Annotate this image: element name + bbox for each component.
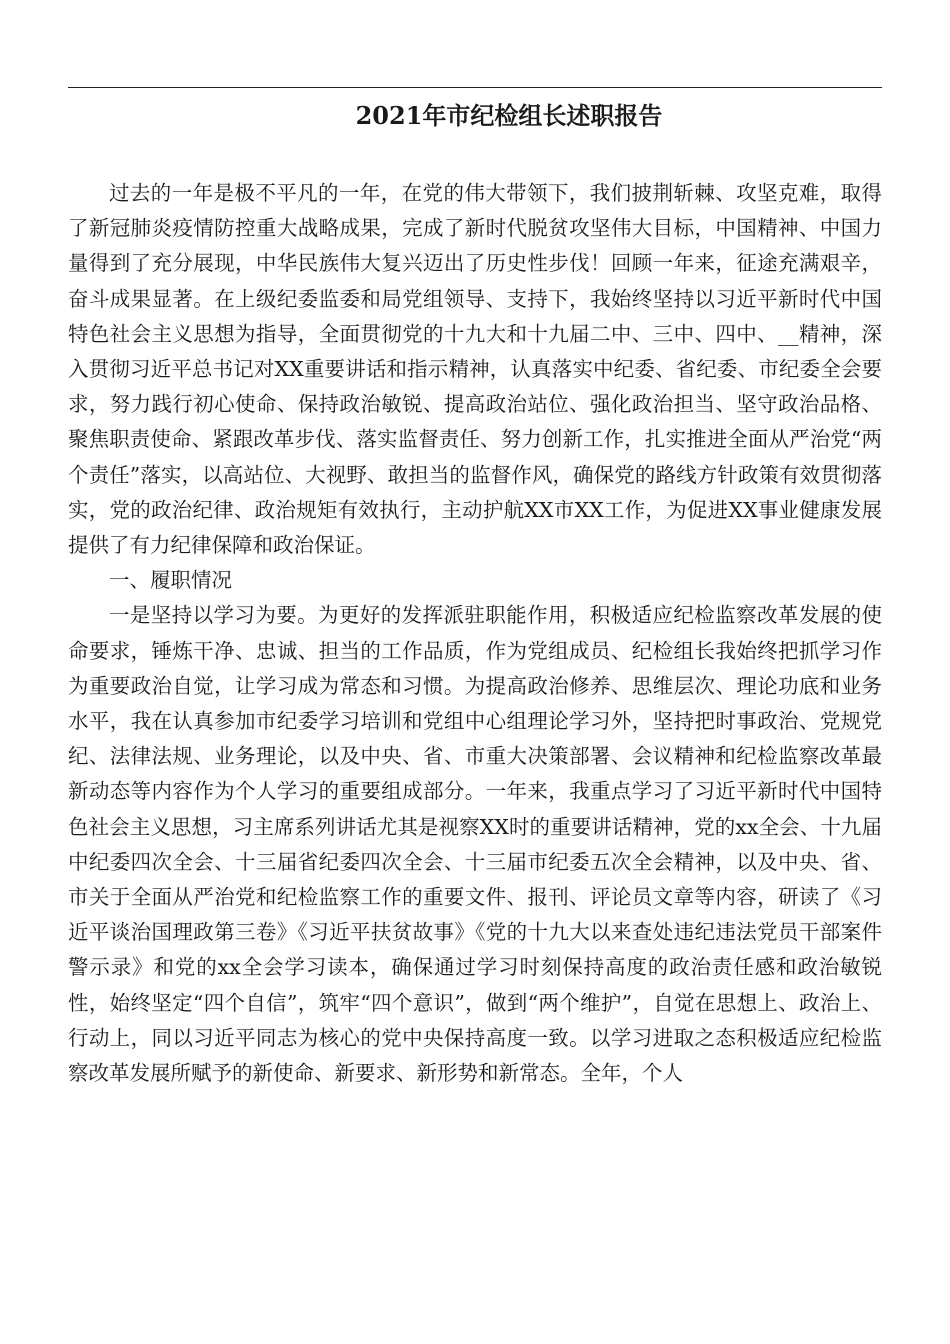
document-title: 2021年市纪检组长述职报告 [355, 101, 663, 130]
study-paragraph: 一是坚持以学习为要。为更好的发挥派驻职能作用，积极适应纪检监察改革发展的使命要求，锤炼干净、忠诚、担当的工作品质，作为党组成员、纪检组长我始终把抓学习作为重要政治自觉，让学习成为常态和习惯。为提高政治修养、思维层次、理论功底和业务水平，我在认真参加市纪委学习培训和党组中心组理论学习外，坚持把时事政治、党规党纪、法律法规、业务理论，以及中央、省、市重大决策部署、会议精神和纪检监察改革最新动态等内容作为个人学习的重要组成部分。一年来，我重点学习了习近平新时代中国特色社会主义思想，习主席系列讲话尤其是视察XX时的重要讲话精神，党的xx全会、十九届中纪委四次全会、十三届省纪委四次全会、十三届市纪委五次全会精神，以及中央、省、市关于全面从严治党和纪检监察工作的重要文件、报刊、评论员文章等内容，研读了《习近平谈治国理政第三卷》《习近平扶贫故事》《党的十九大以来查处违纪违法党员干部案件警示录》和党的xx全会学习读本，确保通过学习时刻保持高度的政治责任感和政治敏锐性，始终坚定“四个自信”，筑牢“四个意识”，做到“两个维护”，自觉在思想上、政治上、行动上，同以习近平同志为核心的党中央保持高度一致。以学习进取之态积极适应纪检监察改革发展所赋予的新使命、新要求、新形势和新常态。全年，个人 [68, 603, 882, 1086]
document-body [68, 176, 882, 1091]
section-heading: 一、履职情况 [109, 568, 232, 593]
intro-paragraph: 过去的一年是极不平凡的一年，在党的伟大带领下，我们披荆斩棘、攻坚克难，取得了新冠肺炎疫情防控重大战略成果，完成了新时代脱贫攻坚伟大目标，中国精神、中国力量得到了充分展现，中华民族伟大复兴迈出了历史性步伐！回顾一年来，征途充满艰辛，奋斗成果显著。在上级纪委监委和局党组领导、支持下，我始终坚持以习近平新时代中国特色社会主义思想为指导，全面贯彻党的十九大和十九届二中、三中、四中、__精神，深入贯彻习近平总书记对XX重要讲话和指示精神，认真落实中纪委、省纪委、市纪委全会要求，努力践行初心使命、保持政治敏锐、提高政治站位、强化政治担当、坚守政治品格、聚焦职责使命、紧跟改革步伐、落实监督责任、努力创新工作，扎实推进全面从严治党“两个责任”落实，以高站位、大视野、敢担当的监督作风，确保党的路线方针政策有效贯彻落实，党的政治纪律、政治规矩有效执行，主动护航XX市XX工作，为促进XX事业健康发展提供了有力纪律保障和政治保证。 [68, 181, 882, 558]
header-rule [68, 87, 882, 88]
